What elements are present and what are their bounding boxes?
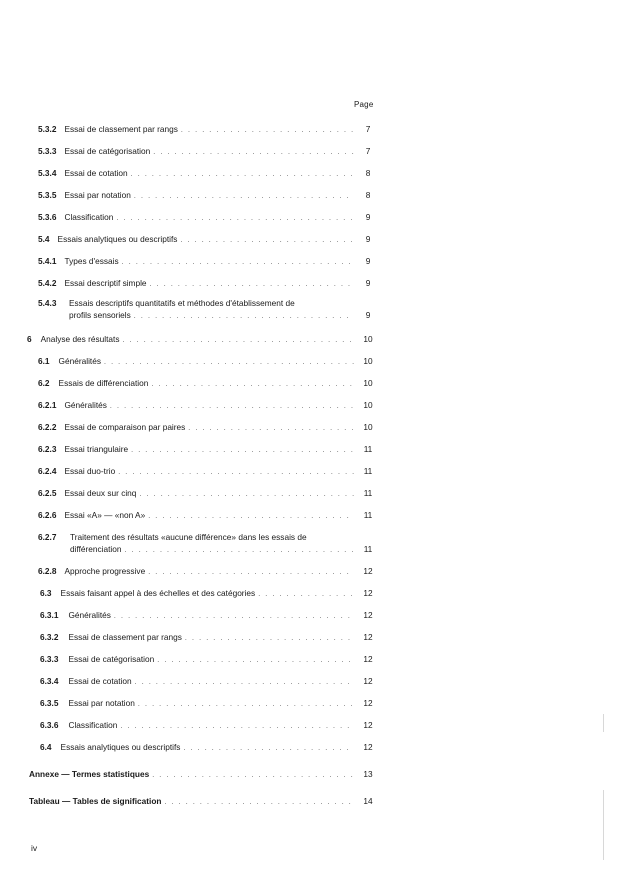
- toc-entry-page: 10: [363, 356, 373, 366]
- scan-artifact: [603, 790, 604, 860]
- toc-entry-title: Généralités: [68, 610, 111, 620]
- toc-entry-6-4[interactable]: [40, 742, 378, 754]
- scan-artifact: [603, 714, 604, 732]
- toc-entry-page: 7: [365, 146, 371, 156]
- toc-entry-number: 6.2.6: [38, 510, 57, 520]
- toc-entry-6-3-4[interactable]: [40, 676, 378, 688]
- toc-entry-number: 5.4.1: [38, 256, 57, 266]
- toc-entry-6-1[interactable]: [38, 356, 378, 368]
- toc-entry-page: 9: [365, 310, 371, 320]
- toc-entry-number: 6: [27, 334, 32, 344]
- toc-entry-page: 11: [363, 466, 373, 476]
- toc-entry-6-3-6[interactable]: [40, 720, 378, 732]
- leader-dots: [120, 722, 354, 732]
- toc-entry-title: Essais faisant appel à des échelles et des catégories: [60, 588, 256, 598]
- toc-entry-page: 8: [365, 190, 371, 200]
- toc-entry-page: 11: [363, 544, 373, 554]
- toc-entry-page: 12: [363, 742, 373, 752]
- toc-entry-page: 12: [363, 566, 373, 576]
- toc-entry-6-2-7[interactable]: [38, 532, 378, 556]
- toc-entry-5-4-2[interactable]: [38, 278, 378, 290]
- toc-entry-6-2-1[interactable]: [38, 400, 378, 412]
- toc-entry-title: Essai deux sur cinq: [64, 488, 137, 498]
- toc-entry-5-3-3[interactable]: [38, 146, 378, 158]
- toc-entry-number: 5.3.3: [38, 146, 57, 156]
- toc-entry-6-2-2[interactable]: [38, 422, 378, 434]
- toc-entry-page: 13: [363, 769, 373, 779]
- toc-entry-6-2-3[interactable]: [38, 444, 378, 456]
- toc-entry-page: 10: [363, 400, 373, 410]
- toc-entry-page: 12: [363, 632, 373, 642]
- toc-entry-title: Essais analytiques ou descriptifs: [60, 742, 181, 752]
- toc-entry-page: 12: [363, 588, 373, 598]
- toc-entry-title: Essai de classement par rangs: [68, 632, 182, 642]
- toc-entry-title: Types d'essais: [64, 256, 119, 266]
- toc-entry-title: Essai de cotation: [68, 676, 132, 686]
- leader-dots: [114, 612, 354, 622]
- toc-entry-number: 5.3.6: [38, 212, 57, 222]
- toc-entry-number: 5.4.3: [38, 298, 57, 308]
- toc-entry-number: 6.3.2: [40, 632, 59, 642]
- toc-entry-number: 6.2.3: [38, 444, 57, 454]
- leader-dots: [151, 380, 354, 390]
- toc-entry-page: 11: [363, 510, 373, 520]
- leader-dots: [148, 512, 354, 522]
- toc-entry-title: Essais de différenciation: [58, 378, 149, 388]
- toc-entry-6-2-6[interactable]: [38, 510, 378, 522]
- toc-entry-page: 14: [363, 796, 373, 806]
- toc-entry-5-4-3[interactable]: [38, 298, 378, 322]
- toc-entry-6-2-4[interactable]: [38, 466, 378, 478]
- toc-entry-page: 10: [363, 378, 373, 388]
- toc-entry-page: 11: [363, 488, 373, 498]
- toc-entry-title: Généralités: [58, 356, 101, 366]
- toc-entry-number: 6.2.8: [38, 566, 57, 576]
- toc-entry-number: 6.1: [38, 356, 50, 366]
- leader-dots: [134, 312, 354, 322]
- toc-entry-number: 6.2.7: [38, 532, 57, 542]
- leader-dots: [138, 700, 354, 710]
- toc-entry-page: 9: [365, 212, 371, 222]
- toc-entry-6[interactable]: [27, 334, 378, 346]
- toc-entry-page: 12: [363, 698, 373, 708]
- leader-dots: [131, 170, 354, 180]
- toc-entry-title: Essai descriptif simple: [64, 278, 147, 288]
- toc-entry-number: 5.3.4: [38, 168, 57, 178]
- toc-entry-title: Classification: [64, 212, 114, 222]
- toc-entry-title: Essai duo-trio: [64, 466, 116, 476]
- toc-entry-5-3-4[interactable]: [38, 168, 378, 180]
- leader-dots: [152, 771, 354, 781]
- toc-entry-title-line1: Essais descriptifs quantitatifs et méthodes d'établissement de: [69, 298, 295, 308]
- toc-entry-6-3-5[interactable]: [40, 698, 378, 710]
- toc-entry-page: 9: [365, 234, 371, 244]
- toc-entry-title: Essai de comparaison par paires: [64, 422, 186, 432]
- toc-entry-6-2-8[interactable]: [38, 566, 378, 578]
- toc-entry-title: Essai triangulaire: [64, 444, 129, 454]
- toc-entry-tableau[interactable]: [29, 796, 378, 808]
- toc-entry-page: 11: [363, 444, 373, 454]
- leader-dots: [139, 490, 354, 500]
- leader-dots: [164, 798, 354, 808]
- toc-entry-5-3-2[interactable]: [38, 124, 378, 136]
- toc-entry-number: 6.3.5: [40, 698, 59, 708]
- toc-entry-6-3[interactable]: [40, 588, 378, 600]
- toc-entry-title: Essai par notation: [64, 190, 131, 200]
- leader-dots: [153, 148, 354, 158]
- toc-entry-title: Essai de catégorisation: [64, 146, 151, 156]
- toc-entry-title-line2: profils sensoriels: [69, 310, 131, 320]
- toc-entry-page: 9: [365, 256, 371, 266]
- leader-dots: [148, 568, 354, 578]
- leader-dots: [188, 424, 354, 434]
- toc-entry-number: 6.3.1: [40, 610, 59, 620]
- toc-entry-number: 6.2.5: [38, 488, 57, 498]
- toc-entry-title: Annexe — Termes statistiques: [29, 769, 150, 779]
- toc-entry-number: 5.4: [38, 234, 50, 244]
- toc-entry-annexe[interactable]: [29, 769, 378, 781]
- toc-entry-number: 6.2.4: [38, 466, 57, 476]
- toc-entry-title: Essai de classement par rangs: [64, 124, 178, 134]
- toc-entry-number: 5.3.5: [38, 190, 57, 200]
- leader-dots: [181, 126, 354, 136]
- toc-entry-number: 6.2: [38, 378, 50, 388]
- toc-entry-title: Essai de cotation: [64, 168, 128, 178]
- toc-entry-number: 6.3.6: [40, 720, 59, 730]
- toc-entry-page: 8: [365, 168, 371, 178]
- toc-entry-page: 12: [363, 676, 373, 686]
- page-column-label: Page: [354, 100, 374, 109]
- toc-entry-title: Essai par notation: [68, 698, 135, 708]
- toc-entry-page: 12: [363, 610, 373, 620]
- leader-dots: [150, 280, 354, 290]
- toc-entry-title: Essai «A» — «non A»: [64, 510, 146, 520]
- toc-entry-continuation: [70, 544, 378, 556]
- toc-entry-title: Tableau — Tables de signification: [29, 796, 162, 806]
- toc-entry-title: Essai de catégorisation: [68, 654, 155, 664]
- toc-entry-continuation: [69, 310, 378, 322]
- leader-dots: [110, 402, 354, 412]
- toc-entry-6-2[interactable]: [38, 378, 378, 390]
- toc-entry-6-2-5[interactable]: [38, 488, 378, 500]
- toc-entry-6-3-1[interactable]: [40, 610, 378, 622]
- toc-entry-page: 10: [363, 334, 373, 344]
- leader-dots: [157, 656, 354, 666]
- toc-entry-page: 12: [363, 654, 373, 664]
- leader-dots: [123, 336, 355, 346]
- toc-entry-title: Généralités: [64, 400, 107, 410]
- leader-dots: [104, 358, 354, 368]
- toc-entry-6-3-3[interactable]: [40, 654, 378, 666]
- toc-entry-5-4[interactable]: [38, 234, 378, 246]
- toc-entry-number: 5.3.2: [38, 124, 57, 134]
- toc-entry-title: Analyse des résultats: [40, 334, 120, 344]
- toc-entry-5-4-1[interactable]: [38, 256, 378, 268]
- toc-entry-number: 6.2.2: [38, 422, 57, 432]
- leader-dots: [258, 590, 354, 600]
- toc-entry-page: 10: [363, 422, 373, 432]
- toc-entry-number: 6.4: [40, 742, 52, 752]
- leader-dots: [131, 446, 354, 456]
- page-number-footer: iv: [31, 843, 38, 853]
- toc-entry-page: 7: [365, 124, 371, 134]
- toc-entry-title-line1: Traitement des résultats «aucune différence» dans les essais de: [70, 532, 307, 542]
- leader-dots: [134, 192, 354, 202]
- leader-dots: [135, 678, 354, 688]
- toc-entry-title: Classification: [68, 720, 118, 730]
- leader-dots: [185, 634, 354, 644]
- leader-dots: [183, 744, 354, 754]
- toc-entry-number: 6.3.4: [40, 676, 59, 686]
- leader-dots: [118, 468, 354, 478]
- leader-dots: [180, 236, 354, 246]
- toc-entry-number: 5.4.2: [38, 278, 57, 288]
- toc-entry-5-3-5[interactable]: [38, 190, 378, 202]
- toc-entry-number: 6.2.1: [38, 400, 57, 410]
- toc-entry-title-line2: différenciation: [70, 544, 122, 554]
- toc-entry-page: 9: [365, 278, 371, 288]
- leader-dots: [116, 214, 354, 224]
- toc-entry-title: Approche progressive: [64, 566, 146, 576]
- toc-entry-6-3-2[interactable]: [40, 632, 378, 644]
- toc-entry-page: 12: [363, 720, 373, 730]
- leader-dots: [122, 258, 354, 268]
- toc-entry-5-3-6[interactable]: [38, 212, 378, 224]
- toc-entry-number: 6.3: [40, 588, 52, 598]
- toc-entry-number: 6.3.3: [40, 654, 59, 664]
- leader-dots: [125, 546, 354, 556]
- toc-entry-title: Essais analytiques ou descriptifs: [57, 234, 178, 244]
